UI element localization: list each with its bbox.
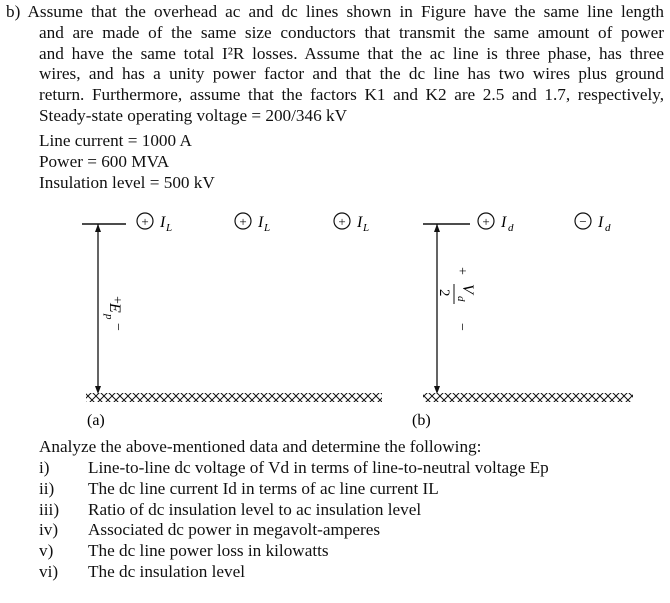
- plus-sign: +: [239, 214, 247, 229]
- question-number: v): [39, 541, 54, 561]
- arrow-head-up: [434, 224, 440, 232]
- problem-statement: [6, 2, 664, 127]
- question-number: iv): [39, 520, 59, 540]
- ground-hatch-b: [423, 393, 633, 402]
- question-text: Associated dc power in megavolt-amperes: [88, 520, 381, 540]
- ac-current-symbol: I: [258, 214, 264, 231]
- problem-line: and have the same total I²R losses. Assume that the ac line is three phase, has three: [39, 43, 664, 63]
- ac-voltage-symbol: E: [106, 303, 123, 313]
- label-b: (b): [412, 412, 431, 429]
- arrow-head-up: [95, 224, 101, 232]
- ac-current-symbol: I: [357, 214, 363, 231]
- dc-current-symbol: I: [501, 214, 507, 231]
- question-item: [39, 500, 549, 521]
- ac-voltage-subscript: p: [103, 314, 115, 320]
- given-line: Line current = 1000 A: [39, 131, 192, 150]
- ac-voltage-minus: −: [110, 323, 125, 331]
- question-text: The dc line current Id in terms of ac line current IL: [88, 478, 439, 498]
- dc-current-symbol: I: [598, 214, 604, 231]
- plus-sign: +: [482, 214, 490, 229]
- dc-voltage-subscript: d: [455, 296, 467, 302]
- dc-line-diagram: [412, 213, 633, 429]
- question-text: The dc insulation level: [88, 561, 246, 581]
- problem-line: wires, and has a unity power factor and that the dc line has two wires plus ground: [39, 64, 664, 84]
- question-number: i): [39, 458, 50, 477]
- problem-line: and are made of the same size conductors that transmit the same amount of power: [39, 22, 664, 42]
- ac-current-subscript: L: [166, 222, 173, 234]
- question-number: iii): [39, 499, 60, 519]
- question-text: Line-to-line dc voltage of Vd in terms of line-to-neutral voltage Ep: [88, 458, 549, 477]
- question-item: [39, 458, 549, 479]
- arrow-head-down: [95, 386, 101, 394]
- dc-voltage-plus: +: [454, 267, 469, 275]
- question-item: [39, 479, 549, 500]
- dc-voltage-minus: −: [454, 323, 469, 331]
- dc-current-subscript: d: [605, 222, 611, 234]
- plus-sign: +: [338, 214, 346, 229]
- dc-voltage-symbol: V: [459, 284, 476, 294]
- question-text: The dc line power loss in kilowatts: [88, 541, 329, 561]
- problem-line: b) Assume that the overhead ac and dc lines shown in Figure have the same line length: [6, 2, 664, 21]
- question-item: [39, 520, 549, 541]
- arrow-head-down: [434, 386, 440, 394]
- given-data: [39, 131, 215, 193]
- question-text: Ratio of dc insulation level to ac insulation level: [88, 499, 422, 519]
- question-item: [39, 541, 549, 562]
- question-item: [39, 562, 549, 583]
- question-number: vi): [39, 561, 59, 581]
- ac-voltage-plus: +: [109, 296, 124, 304]
- ac-current-symbol: I: [160, 214, 166, 231]
- given-line: Power = 600 MVA: [39, 151, 170, 171]
- question-number: ii): [39, 478, 55, 498]
- ground-hatch-a: [86, 393, 382, 402]
- problem-line: Steady-state operating voltage = 200/346 kV: [39, 105, 348, 125]
- minus-sign: −: [579, 214, 587, 229]
- dc-voltage-divisor: 2: [436, 289, 452, 297]
- question-list: [39, 458, 549, 583]
- ac-line-diagram: [82, 213, 382, 429]
- label-a: (a): [87, 412, 105, 429]
- analyze-instruction: Analyze the above-mentioned data and determine the following:: [39, 437, 482, 456]
- dc-current-subscript: d: [508, 222, 514, 234]
- ac-current-subscript: L: [264, 222, 271, 234]
- problem-line: return. Furthermore, assume that the factors K1 and K2 are 2.5 and 1.7, respectively,: [39, 85, 664, 105]
- given-line: Insulation level = 500 kV: [39, 172, 215, 192]
- ac-current-subscript: L: [363, 222, 370, 234]
- plus-sign: +: [141, 214, 149, 229]
- circuit-figure: [0, 196, 670, 436]
